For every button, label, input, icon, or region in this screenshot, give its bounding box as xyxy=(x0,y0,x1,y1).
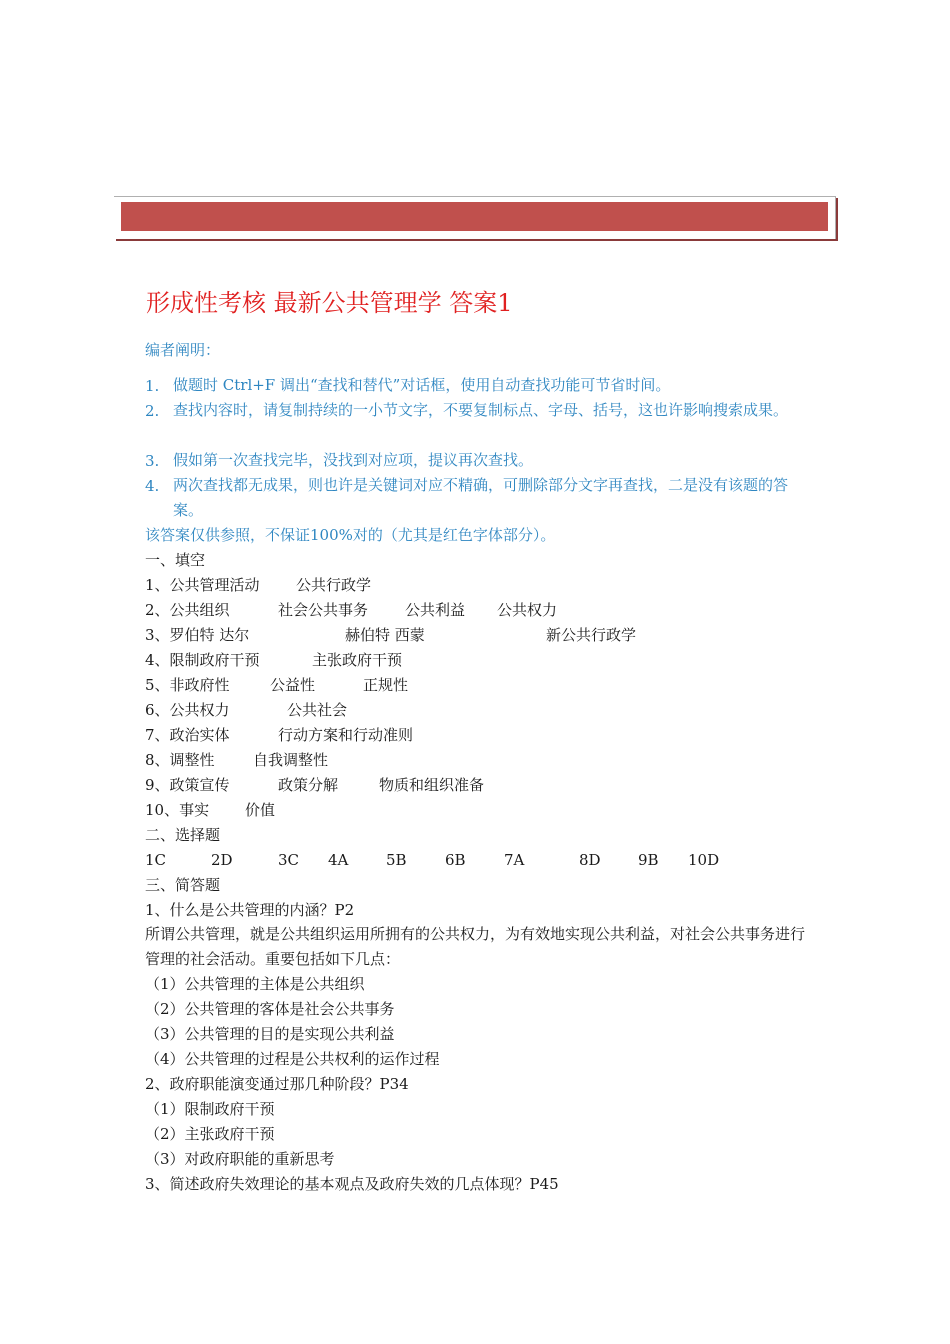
fill-answer: 主张政府干预 xyxy=(312,651,403,669)
fill-answer: 行动方案和行动准则 xyxy=(278,726,414,744)
fill-answer: 6、公共权力 xyxy=(145,701,230,719)
choice-answer: 1C xyxy=(145,851,167,869)
choice-answer: 5B xyxy=(386,851,407,869)
document-title: 形成性考核 最新公共管理学 答案1 xyxy=(146,289,513,317)
choice-answer: 2D xyxy=(211,851,233,869)
answer-point: （2）主张政府干预 xyxy=(145,1125,275,1143)
fill-answer: 3、罗伯特 达尔 xyxy=(145,626,250,644)
choice-answer: 4A xyxy=(328,851,349,869)
note-number: 2. xyxy=(145,402,160,420)
answer-point: （3）对政府职能的重新思考 xyxy=(145,1150,335,1168)
answer-point: （3）公共管理的目的是实现公共利益 xyxy=(145,1025,395,1043)
note-number: 4. xyxy=(145,477,160,495)
note-number: 3. xyxy=(145,452,160,470)
note-number: 1. xyxy=(145,377,160,395)
choice-answer: 3C xyxy=(278,851,300,869)
fill-answer: 1、公共管理活动 xyxy=(145,576,260,594)
fill-answer: 10、事实 xyxy=(145,801,210,819)
fill-answer: 正规性 xyxy=(363,676,409,694)
answer-point: （1）公共管理的主体是公共组织 xyxy=(145,975,365,993)
fill-answer: 公共利益 xyxy=(405,601,466,619)
fill-answer: 2、公共组织 xyxy=(145,601,230,619)
answer-point: （4）公共管理的过程是公共权利的运作过程 xyxy=(145,1050,440,1068)
section-heading: 三、简答题 xyxy=(145,876,221,894)
answer-paragraph: 所谓公共管理，就是公共组织运用所拥有的公共权力，为有效地实现公共利益，对社会公共事务进行管理的社会活动。重要包括如下几点： xyxy=(145,925,806,968)
choice-answer: 9B xyxy=(638,851,659,869)
choice-answer: 10D xyxy=(688,851,720,869)
fill-answer: 公共行政学 xyxy=(296,576,372,594)
fill-answer: 公共社会 xyxy=(287,701,348,719)
fill-answer: 物质和组织准备 xyxy=(379,776,485,794)
section-heading: 二、选择题 xyxy=(145,826,221,844)
fill-answer: 社会公共事务 xyxy=(278,601,369,619)
fill-answer: 自我调整性 xyxy=(253,751,329,769)
disclaimer: 该答案仅供参照，不保证100%对的（尤其是红色字体部分）。 xyxy=(145,526,556,544)
answer-point: （2）公共管理的客体是社会公共事务 xyxy=(145,1000,395,1018)
choice-answer: 6B xyxy=(445,851,466,869)
fill-answer: 5、非政府性 xyxy=(145,676,230,694)
answer-point: （1）限制政府干预 xyxy=(145,1100,275,1118)
question: 1、什么是公共管理的内涵？P2 xyxy=(145,901,355,919)
fill-answer: 8、调整性 xyxy=(145,751,215,769)
fill-answer: 赫伯特 西蒙 xyxy=(345,626,425,644)
note-text: 两次查找都无成果，则也许是关键词对应不精确，可删除部分文字再查找，二是没有该题的答案。 xyxy=(173,476,789,519)
fill-answer: 公益性 xyxy=(270,676,316,694)
fill-answer: 新公共行政学 xyxy=(546,626,637,644)
choice-answer: 7A xyxy=(504,851,525,869)
header-banner xyxy=(121,202,828,231)
question: 2、政府职能演变通过那几种阶段？P34 xyxy=(145,1075,409,1093)
note-text: 做题时 Ctrl+F 调出“查找和替代”对话框，使用自动查找功能可节省时间。 xyxy=(173,376,671,394)
question: 3、简述政府失效理论的基本观点及政府失效的几点体现？P45 xyxy=(145,1175,559,1193)
note-text: 假如第一次查找完毕，没找到对应项，提议再次查找。 xyxy=(173,451,534,469)
fill-answer: 4、限制政府干预 xyxy=(145,651,260,669)
section-heading: 一、填空 xyxy=(145,551,206,569)
fill-answer: 7、政治实体 xyxy=(145,726,230,744)
fill-answer: 公共权力 xyxy=(497,601,558,619)
notes-heading: 编者阐明： xyxy=(145,341,221,359)
note-text: 查找内容时，请复制持续的一小节文字，不要复制标点、字母、括号，这也许影响搜索成果。 xyxy=(173,401,789,419)
choice-answer: 8D xyxy=(579,851,601,869)
fill-answer: 政策分解 xyxy=(278,776,339,794)
fill-answer: 价值 xyxy=(245,801,276,819)
fill-answer: 9、政策宣传 xyxy=(145,776,230,794)
